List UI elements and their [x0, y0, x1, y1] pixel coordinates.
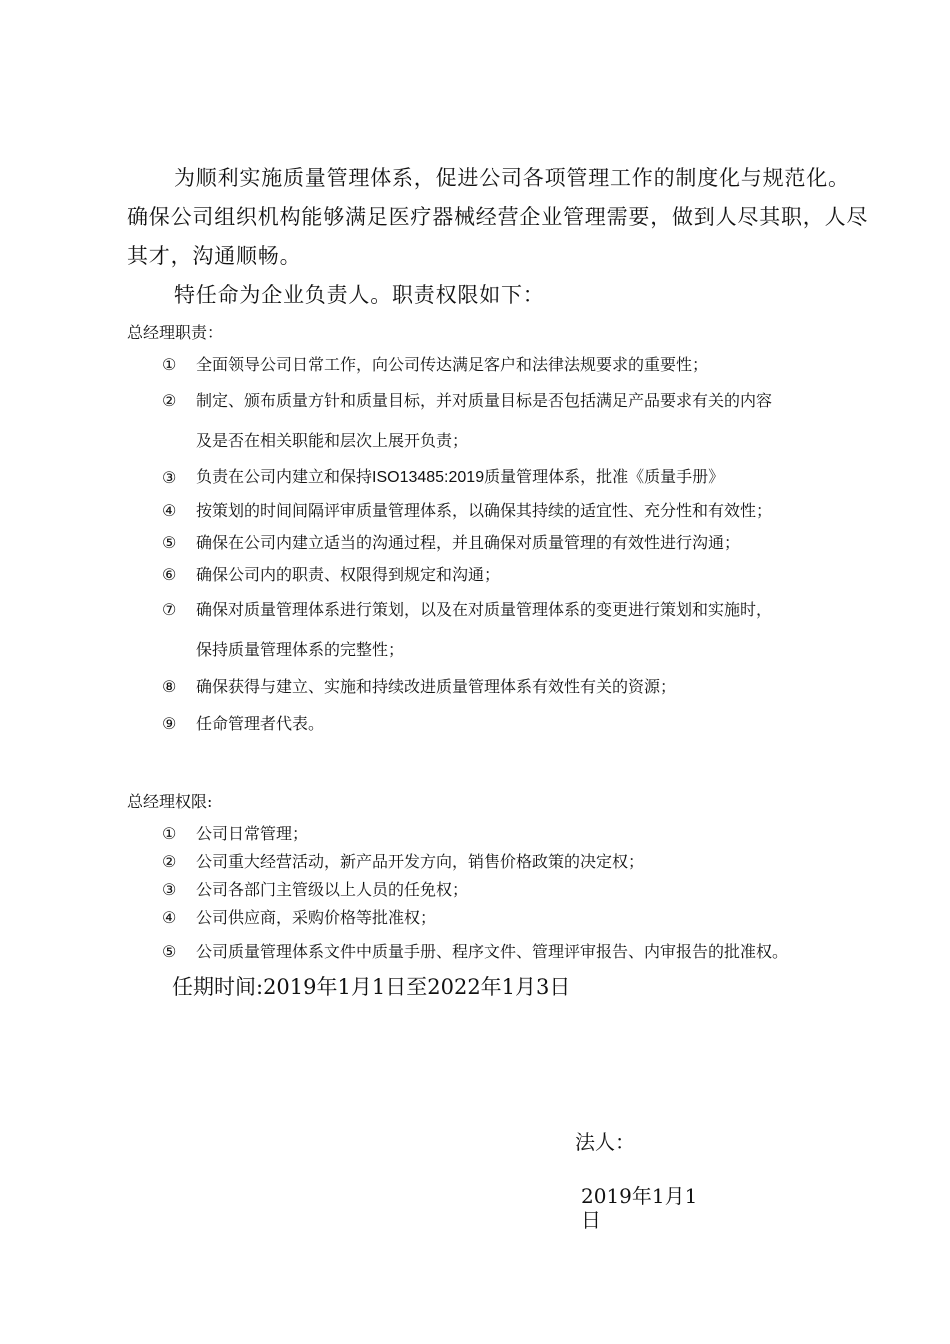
duty-item-7	[162, 602, 922, 622]
duty-item-text: 确保获得与建立、实施和持续改进质量管理体系有效性有关的资源；	[196, 677, 677, 696]
duty-item-number: ①	[162, 355, 177, 374]
duty-item-6	[162, 567, 922, 587]
authority-item-1	[162, 826, 922, 846]
duty-item-number: ⑥	[162, 565, 177, 584]
duty-item-text: 负责在公司内建立和保持ISO13485:2019质量管理体系，批准《质量手册》	[196, 469, 725, 486]
duty-item-text: 确保公司内的职责、权限得到规定和沟通；	[196, 565, 501, 584]
duty-item-number: ⑦	[162, 600, 177, 619]
authority-item-text: 公司供应商，采购价格等批准权；	[196, 908, 437, 927]
authority-item-4	[162, 910, 922, 930]
duty-item-text: 任命管理者代表。	[196, 714, 325, 733]
authority-item-3	[162, 882, 922, 902]
duty-item-number: ④	[162, 501, 177, 520]
authority-item-text: 公司日常管理；	[196, 824, 309, 843]
signature-date-line-1: 2019年1月1	[581, 1184, 698, 1208]
authority-item-5	[162, 944, 932, 964]
intro-line-1: 为顺利实施质量管理体系，促进公司各项管理工作的制度化与规范化。	[174, 166, 850, 190]
term-of-office: 任期时间:2019年1月1日至2022年1月3日	[172, 975, 571, 999]
duty-item-7-continuation: 保持质量管理体系的完整性；	[196, 640, 405, 659]
duty-item-2-continuation: 及是否在相关职能和层次上展开负责；	[196, 431, 469, 450]
authority-item-text: 公司重大经营活动，新产品开发方向，销售价格政策的决定权；	[196, 852, 645, 871]
duty-item-number: ②	[162, 391, 177, 410]
authority-item-number: ②	[162, 852, 177, 871]
intro-line-3: 其才，沟通顺畅。	[127, 244, 302, 268]
duty-item-number: ⑤	[162, 533, 177, 552]
duty-item-text: 确保在公司内建立适当的沟通过程，并且确保对质量管理的有效性进行沟通；	[196, 533, 741, 552]
duty-item-4	[162, 503, 922, 523]
duty-item-number: ③	[162, 468, 177, 487]
duty-item-number: ⑧	[162, 677, 177, 696]
authority-heading: 总经理权限:	[127, 792, 213, 811]
duty-item-1	[162, 357, 922, 377]
signature-date-line-2: 日	[581, 1208, 601, 1232]
duty-item-text: 全面领导公司日常工作，向公司传达满足客户和法律法规要求的重要性；	[196, 355, 709, 374]
duties-heading: 总经理职责：	[127, 323, 224, 342]
duty-item-3	[162, 470, 922, 490]
authority-item-number: ⑤	[162, 942, 177, 961]
duty-item-text: 按策划的时间间隔评审质量管理体系，以确保其持续的适宜性、充分性和有效性；	[196, 501, 773, 520]
duty-item-text: 制定、颁布质量方针和质量目标，并对质量目标是否包括满足产品要求有关的内容	[196, 391, 773, 410]
duty-item-5	[162, 535, 922, 555]
authority-item-number: ①	[162, 824, 177, 843]
legal-representative-label: 法人：	[575, 1130, 635, 1154]
duty-item-number: ⑨	[162, 714, 177, 733]
authority-item-2	[162, 854, 922, 874]
authority-item-text: 公司各部门主管级以上人员的任免权；	[196, 880, 469, 899]
duty-item-8	[162, 679, 922, 699]
duty-item-text: 确保对质量管理体系进行策划，以及在对质量管理体系的变更进行策划和实施时，	[196, 600, 773, 619]
duty-item-2	[162, 393, 922, 413]
intro-line-4: 特任命为企业负责人。职责权限如下：	[174, 283, 545, 307]
authority-item-number: ④	[162, 908, 177, 927]
duty-item-9	[162, 716, 922, 736]
intro-line-2: 确保公司组织机构能够满足医疗器械经营企业管理需要，做到人尽其职，人尽	[127, 205, 869, 229]
authority-item-text: 公司质量管理体系文件中质量手册、程序文件、管理评审报告、内审报告的批准权。	[196, 942, 789, 961]
authority-item-number: ③	[162, 880, 177, 899]
